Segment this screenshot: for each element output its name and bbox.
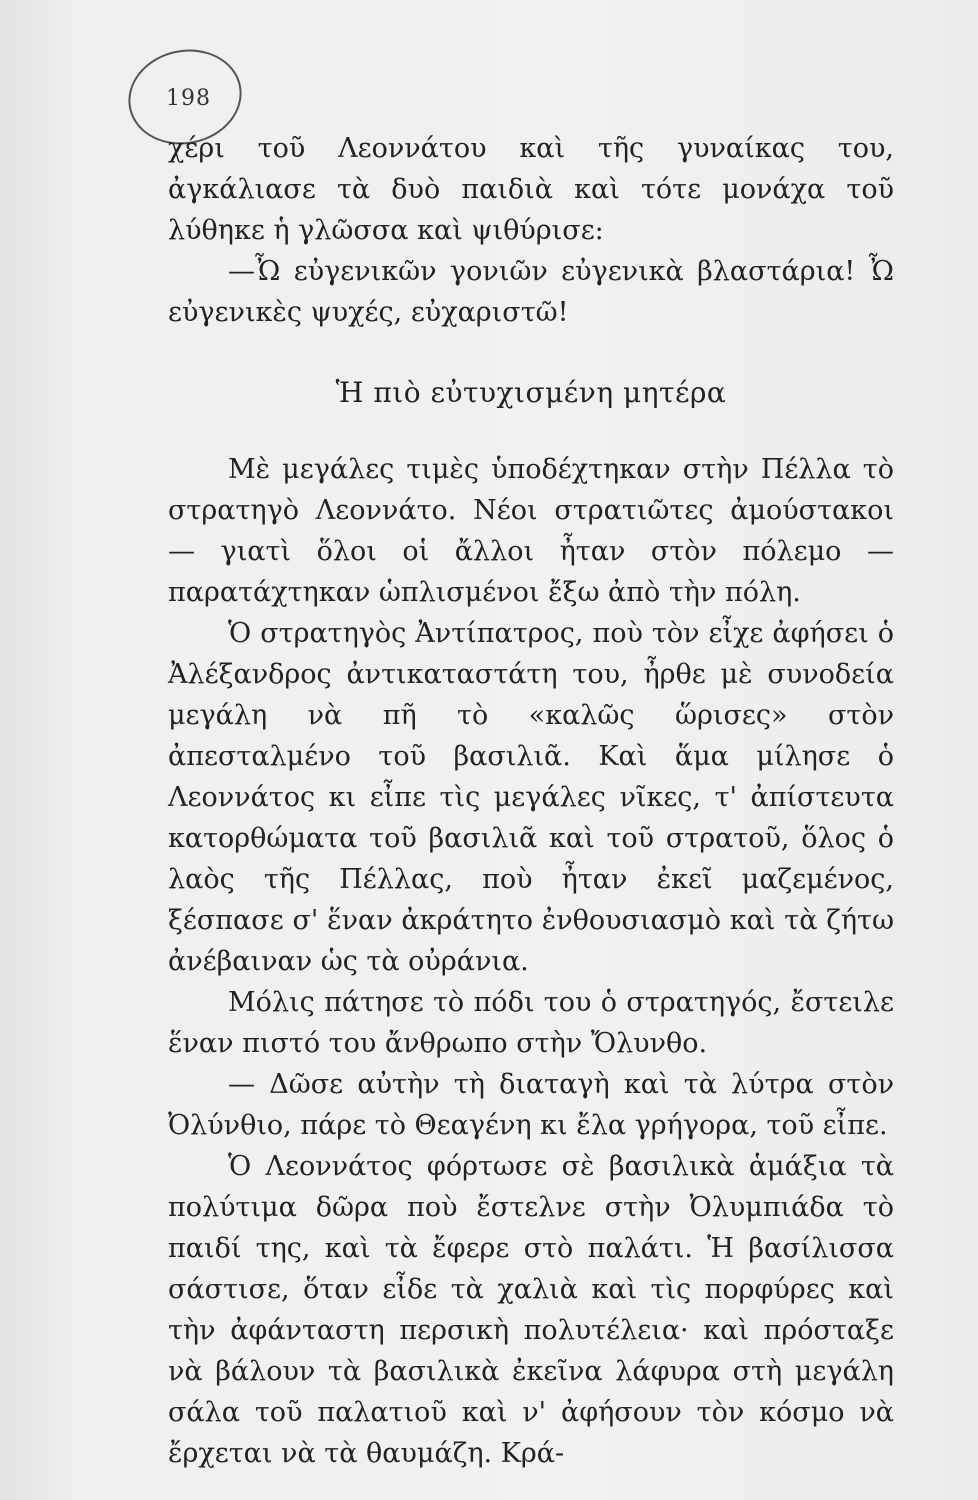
paragraph: Μὲ μεγάλες τιμὲς ὑποδέχτηκαν στὴν Πέλλα τὸ στρατηγὸ Λεοννάτο. Νέοι στρατιῶτες ἀμούστακοι — γιατὶ ὅλοι οἱ ἄλλοι ἦταν στὸν πόλεμο — παρατάχτηκαν ὡπλισμένοι ἔξω ἀπὸ τὴν πόλη. <box>168 454 894 608</box>
paragraph: Ὁ Λεοννάτος φόρτωσε σὲ βασιλικὰ ἁμάξια τὰ πολύτιμα δῶρα ποὺ ἔστελνε στὴν Ὀλυμπιάδα τὸ παιδί της, καὶ τὰ ἔφερε στὸ παλάτι. Ἡ βασίλισσα σάστισε, ὅταν εἶδε τὰ χαλιὰ καὶ τὶς πορφύρες καὶ τὴν ἀφάνταστη περσικὴ πολυτέλεια· καὶ πρόσταξε νὰ βάλουν τὰ βασιλικὰ ἐκεῖνα λάφυρα στὴ μεγάλη σάλα τοῦ παλατιοῦ καὶ ν' ἀφήσουν τὸν κόσμο νὰ ἔρχεται νὰ τὰ θαυμάζη. Κρά- <box>168 1151 894 1469</box>
paragraph-dialogue: —Ὦ εὐγενικῶν γονιῶν εὐγενικὰ βλαστάρια! Ὦ εὐγενικὲς ψυχές, εὐχαριστῶ! <box>168 256 894 328</box>
paragraph-dialogue: — Δῶσε αὐτὴν τὴ διαταγὴ καὶ τὰ λύτρα στὸν Ὀλύνθιο, πάρε τὸ Θεαγένη κι ἔλα γρήγορα, τοῦ εἶπε. <box>168 1069 894 1141</box>
page-text <box>168 128 894 1474</box>
page-number: 198 <box>166 86 211 111</box>
paragraph: Ὁ στρατηγὸς Ἀντίπατρος, ποὺ τὸν εἶχε ἀφήσει ὁ Ἀλέξανδρος ἀντικαταστάτη του, ἦρθε μὲ συνοδεία μεγάλη νὰ πῆ τὸ «καλῶς ὥρισες» στὸν ἀπεσταλμένο τοῦ βασιλιᾶ. Καὶ ἅμα μίλησε ὁ Λεοννάτος κι εἶπε τὶς μεγάλες νῖκες, τ' ἀπίστευτα κατορθώματα τοῦ βασιλιᾶ καὶ τοῦ στρατοῦ, ὅλος ὁ λαὸς τῆς Πέλλας, ποὺ ἦταν ἐκεῖ μαζεμένος, ξέσπασε σ' ἕναν ἀκράτητο ἐνθουσιασμὸ καὶ τὰ ζήτω ἀνέβαιναν ὡς τὰ οὐράνια. <box>168 618 894 977</box>
paragraph-continuation: χέρι τοῦ Λεοννάτου καὶ τῆς γυναίκας του, ἀγκάλιασε τὰ δυὸ παιδιὰ καὶ τότε μονάχα τοῦ λύθηκε ἡ γλῶσσα καὶ ψιθύρισε: <box>168 133 894 246</box>
section-heading: Ἡ πιὸ εὐτυχισμένη μητέρα <box>335 376 727 409</box>
paragraph: Μόλις πάτησε τὸ πόδι του ὁ στρατηγός, ἔστειλε ἕναν πιστό του ἄνθρωπο στὴν Ὄλυνθο. <box>168 987 894 1059</box>
